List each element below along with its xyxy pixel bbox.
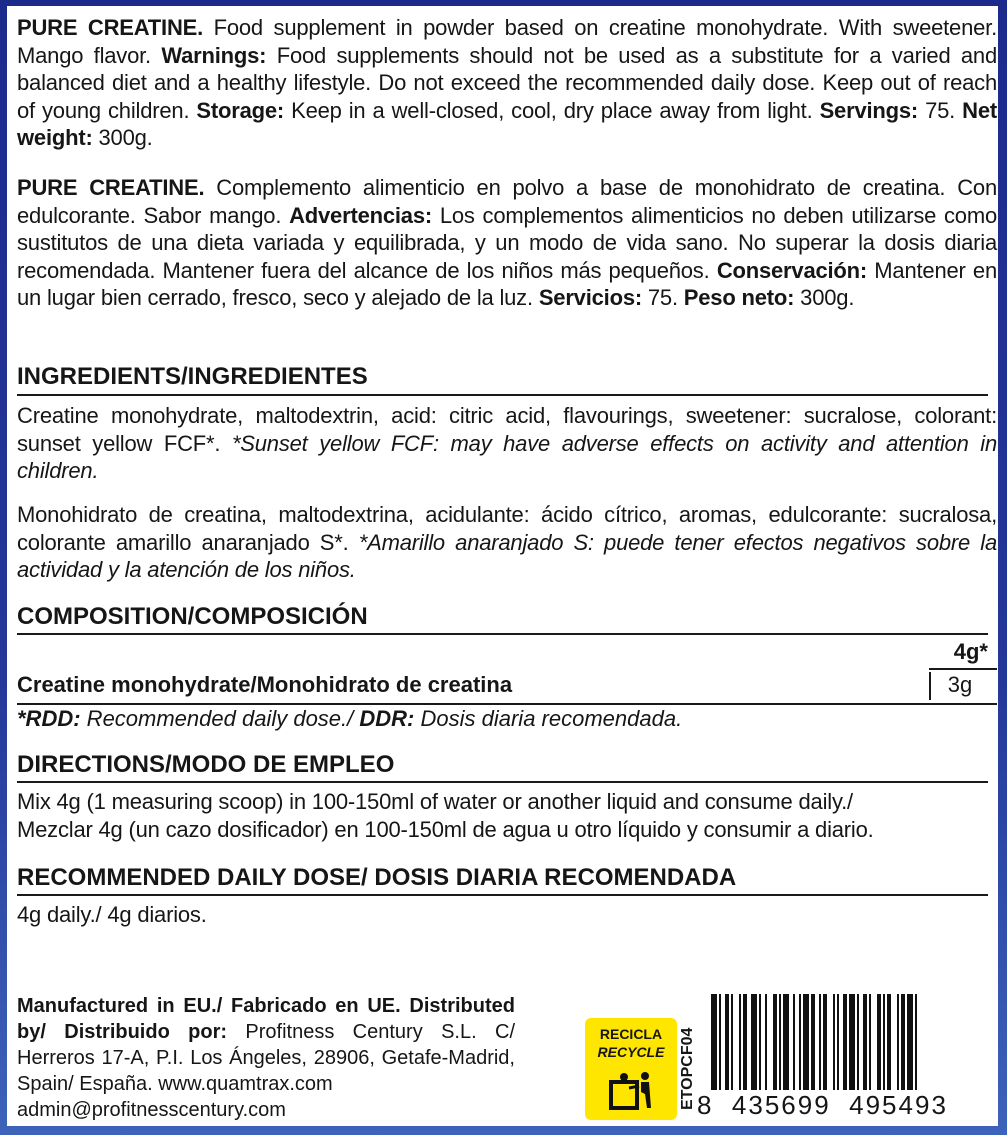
composition-row-value: 3g — [929, 672, 989, 700]
divider — [17, 781, 988, 783]
barcode-bar — [897, 994, 899, 1090]
composition-row-label: Creatine monohydrate/Monohidrato de creatina — [17, 672, 513, 697]
ingredients-english: Creatine monohydrate, maltodextrin, acid: citric acid, flavourings, sweetener: sucralose, colorant: sunset yellow FCF*. *Sunset yellow FCF: may have adverse effects on activity and attention in children. — [17, 403, 997, 484]
rdd-footnote: *RDD: Recommended daily dose./ DDR: Dosis diaria recomendada. — [17, 706, 683, 731]
barcode-bar — [843, 994, 847, 1090]
barcode-bar — [823, 994, 827, 1090]
barcode-bar — [811, 994, 815, 1090]
barcode-bar — [731, 994, 733, 1090]
intro-spanish: PURE CREATINE. Complemento alimenticio en polvo a base de monohidrato de creatina. Con edulcorante. Sabor mango. Advertencias: Los complementos alimenticios no deben utilizarse como sustitutos de una dieta variada y equilibrada, y un modo de vida sano. No superar la dosis diaria recomendada. Mantener fuera del alcance de los niños más pequeños. Conservación: Mantener en un lugar bien cerrado, fresco, seco y alejado de la luz. Servicios: 75. Peso neto: 300g. — [17, 175, 997, 311]
barcode-bar — [915, 994, 917, 1090]
directions-heading: DIRECTIONS/MODO DE EMPLEO — [17, 751, 395, 778]
barcode-bar — [837, 994, 839, 1090]
intro-english: PURE CREATINE. Food supplement in powder based on creatine monohydrate. With sweetener. Mango flavor. Warnings: Food supplements should not be used as a substitute for a varied and balanced diet and a healthy lifestyle. Do not exceed the recommended daily dose. Keep out of reach of young children. Storage: Keep in a well-closed, cool, dry place away from light. Servings: 75. Net weight: 300g. — [17, 15, 997, 151]
barcode-bar — [725, 994, 729, 1090]
barcode — [697, 994, 997, 1122]
barcode-bar — [793, 994, 795, 1090]
recycle-bin-icon — [605, 1068, 657, 1112]
barcode-bars — [697, 994, 997, 1090]
barcode-bar — [743, 994, 747, 1090]
divider — [17, 703, 997, 705]
barcode-bar — [773, 994, 777, 1090]
barcode-bar — [901, 994, 905, 1090]
divider — [929, 668, 997, 670]
divider — [17, 894, 988, 896]
barcode-bar — [819, 994, 821, 1090]
recycle-badge: RECICLA RECYCLE — [585, 1018, 677, 1120]
barcode-bar — [833, 994, 835, 1090]
barcode-bar — [849, 994, 855, 1090]
barcode-bar — [907, 994, 913, 1090]
manufacturer-info: Manufactured in EU./ Fabricado en UE. Distributed by/ Distribuido por: Profitness Century S.L. C/ Herreros 17-A, P.I. Los Ángeles, 28906, Getafe-Madrid, Spain/ España. www.quamtrax.com admin@profitnesscentury.com — [17, 995, 516, 1121]
barcode-bar — [711, 994, 717, 1090]
composition-heading: COMPOSITION/COMPOSICIÓN — [17, 603, 368, 630]
ingredients-spanish: Monohidrato de creatina, maltodextrina, acidulante: ácido cítrico, aromas, edulcorante: sucralosa, colorante amarillo anaranjado S*. *Amarillo anaranjado S: puede tener efectos negativos sobre la actividad y la atención de los niños. — [17, 502, 997, 583]
divider — [17, 633, 988, 635]
barcode-bar — [779, 994, 781, 1090]
dose-heading: RECOMMENDED DAILY DOSE/ DOSIS DIARIA RECOMENDADA — [17, 864, 737, 891]
barcode-bar — [783, 994, 789, 1090]
barcode-bar — [751, 994, 757, 1090]
barcode-bar — [803, 994, 809, 1090]
barcode-bar — [887, 994, 891, 1090]
barcode-bar — [765, 994, 767, 1090]
lot-code: ETOPCF04 — [679, 1027, 696, 1111]
barcode-bar — [877, 994, 881, 1090]
barcode-number: 8 435699 495493 — [697, 1090, 948, 1120]
barcode-bar — [759, 994, 761, 1090]
directions-text: Mix 4g (1 measuring scoop) in 100-150ml of water or another liquid and consume daily./ Mezclar 4g (un cazo dosificador) en 100-150ml de agua u otro líquido y consumir a diario. — [17, 789, 874, 842]
barcode-bar — [739, 994, 741, 1090]
composition-column-header: 4g* — [953, 639, 988, 664]
barcode-bar — [863, 994, 867, 1090]
ingredients-heading: INGREDIENTS/INGREDIENTES — [17, 363, 368, 390]
barcode-bar — [719, 994, 721, 1090]
divider — [17, 394, 988, 396]
contact-email: admin@profitnesscentury.com — [17, 1099, 286, 1121]
barcode-bar — [799, 994, 801, 1090]
barcode-bar — [857, 994, 859, 1090]
product-label — [7, 6, 998, 1126]
dose-text: 4g daily./ 4g diarios. — [17, 902, 207, 927]
product-name: PURE CREATINE. — [17, 15, 204, 40]
barcode-bar — [869, 994, 871, 1090]
website-link: www.quamtrax.com — [158, 1073, 333, 1095]
barcode-bar — [883, 994, 885, 1090]
